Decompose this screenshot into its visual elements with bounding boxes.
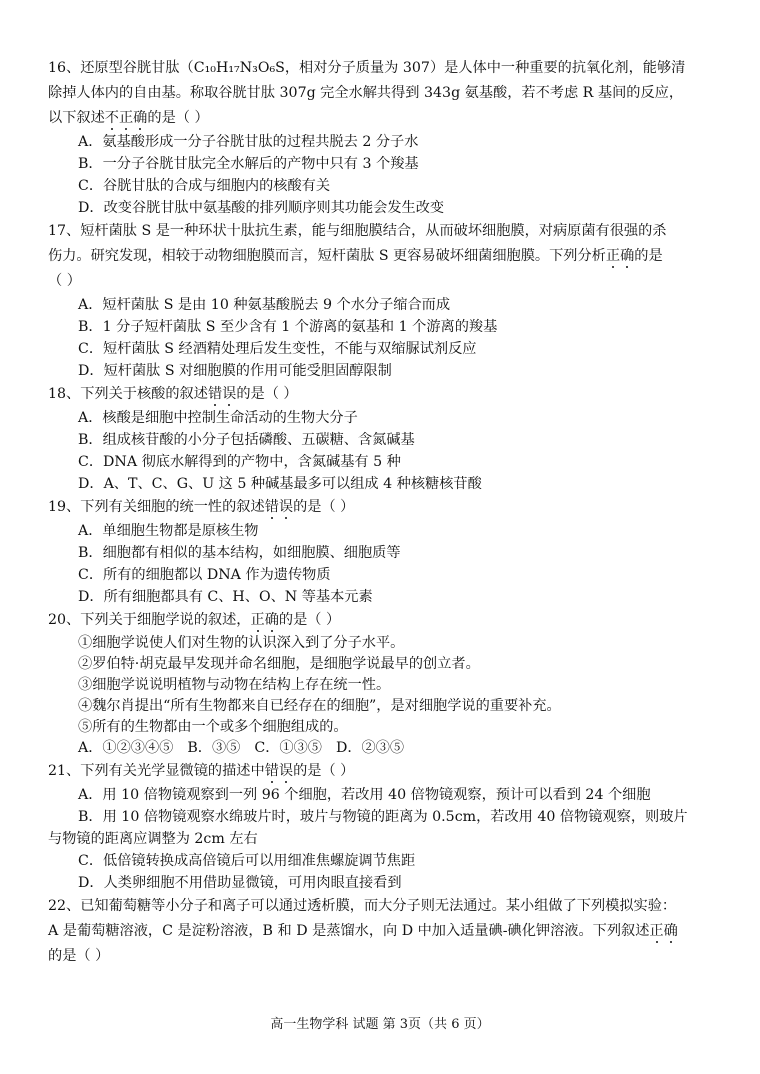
q17-stem-line-3: （ ） <box>48 273 81 289</box>
q20-choice-d: D．②③⑤ <box>335 740 405 756</box>
q22-stem-line-2 <box>48 919 718 944</box>
q17-stem-line-2 <box>48 244 718 269</box>
q19-stem <box>48 495 718 520</box>
q21-option-b: B．用 10 倍物镜观察水绵玻片时，玻片与物镜的距离为 0.5cm，若改用 40 倍物镜观察，则玻片 <box>78 809 688 825</box>
q18-option-c: C．DNA 彻底水解得到的产物中，含氮碱基有 5 种 <box>78 454 401 470</box>
emphasis-char: 正 <box>605 248 621 264</box>
emphasis-char: 确 <box>620 248 635 264</box>
q16-stem-blank: 的是（ ） <box>147 110 209 126</box>
q20-stem-text: 20、下列关于细胞学说的叙述， <box>48 612 251 628</box>
emphasis-char: 确 <box>663 923 678 939</box>
q22-stem-line-1: 22、已知葡萄糖等小分子和离子可以通过透析膜，而大分子则无法通过。某小组做了下列模拟实验： <box>48 898 677 914</box>
q20-choice-b: B．③⑤ <box>187 740 241 756</box>
q19-stem-text: 19、下列有关细胞的统一性的叙述 <box>48 499 265 515</box>
emphasis-char: 误 <box>222 386 237 402</box>
q19-emphasis-wrong <box>265 499 293 515</box>
q20-choices <box>78 738 718 759</box>
q17-stem-line-1: 17、短杆菌肽 S 是一种环状十肽抗生素，能与细胞膜结合，从而破坏细胞膜，对病原菌有很强的杀 <box>48 223 667 239</box>
exam-page <box>48 56 718 969</box>
q16-stem-text: 以下叙述 <box>48 110 105 126</box>
q20-choice-a: A．①②③④⑤ <box>78 740 174 756</box>
q18-stem-blank: 的是（ ） <box>236 386 298 402</box>
question-20 <box>48 608 718 759</box>
q22-stem-line-3: 的是（ ） <box>48 948 110 964</box>
q19-option-a: A．单细胞生物都是原核生物 <box>78 523 259 539</box>
q20-statement-4: ④魏尔肖提出“所有生物都来自已经存在的细胞”，是对细胞学说的重要补充。 <box>78 698 561 714</box>
q20-stem <box>48 608 718 633</box>
q21-stem <box>48 759 718 784</box>
q19-option-c: C．所有的细胞都以 DNA 作为遗传物质 <box>78 567 331 583</box>
question-17 <box>48 219 718 382</box>
q19-option-d: D．所有细胞都具有 C、H、O、N 等基本元素 <box>78 589 373 605</box>
q16-option-b: B．一分子谷胱甘肽完全水解后的产物中只有 3 个羧基 <box>78 156 419 172</box>
q20-stem-blank: 的是（ ） <box>278 612 341 628</box>
q22-stem-text: A 是葡萄糖溶液，C 是淀粉溶液，B 和 D 是蒸馏水，向 D 中加入适量碘-碘化钾溶液。下列叙述 <box>48 923 650 939</box>
emphasis-char: 错 <box>264 499 279 515</box>
emphasis-char: 误 <box>278 499 294 515</box>
q16-option-a: A．氨基酸形成一分子谷胱甘肽的过程共脱去 2 分子水 <box>78 134 419 150</box>
q18-emphasis-wrong <box>208 386 236 402</box>
q17-option-a: A．短杆菌肽 S 是由 10 种氨基酸脱去 9 个水分子缩合而成 <box>78 297 451 313</box>
q17-stem-tail: 的是 <box>634 248 663 264</box>
q17-emphasis-correct <box>606 248 634 264</box>
q22-emphasis-correct <box>649 923 677 939</box>
q21-option-d: D．人类卵细胞不用借助显微镜，可用肉眼直接看到 <box>78 875 402 891</box>
emphasis-char: 确 <box>133 110 148 126</box>
question-18 <box>48 382 718 495</box>
q21-option-c: C．低倍镜转换成高倍镜后可以用细准焦螺旋调节焦距 <box>78 853 416 869</box>
emphasis-char: 正 <box>250 612 265 628</box>
emphasis-char: 正 <box>649 923 664 939</box>
q21-option-a: A．用 10 倍物镜观察到一列 96 个细胞，若改用 40 倍物镜观察，预计可以看到 24 个细胞 <box>78 787 651 803</box>
emphasis-char: 正 <box>118 110 134 126</box>
q19-stem-blank: 的是（ ） <box>293 499 355 515</box>
q20-statement-5: ⑤所有的生物都由一个或多个细胞组成的。 <box>78 719 348 735</box>
q17-option-b: B．1 分子短杆菌肽 S 至少含有 1 个游离的氨基和 1 个游离的羧基 <box>78 319 498 335</box>
question-19 <box>48 495 718 608</box>
q16-stem-line-2: 除掉人体内的自由基。称取谷胱甘肽 307g 完全水解共得到 343g 氨基酸，若不考虑 R 基间的反应， <box>48 85 684 101</box>
emphasis-char: 误 <box>278 763 294 779</box>
emphasis-char: 确 <box>264 612 279 628</box>
q18-stem <box>48 382 718 407</box>
question-22 <box>48 894 718 969</box>
question-16 <box>48 56 718 219</box>
q18-stem-text: 18、下列关于核酸的叙述 <box>48 386 208 402</box>
q20-statement-3: ③细胞学说说明植物与动物在结构上存在统一性。 <box>78 677 391 693</box>
q18-option-d: D．A、T、C、G、U 这 5 种碱基最多可以组成 4 种核糖核苷酸 <box>78 476 482 492</box>
q20-emphasis-correct <box>251 612 279 628</box>
q17-stem-text: 伤力。研究发现，相较于动物细胞膜而言，短杆菌肽 S 更容易破坏细菌细胞膜。下列分析 <box>48 248 606 264</box>
q16-option-d: D．改变谷胱甘肽中氨基酸的排列顺序则其功能会发生改变 <box>78 200 445 216</box>
q18-option-a: A．核酸是细胞中控制生命活动的生物大分子 <box>78 410 358 426</box>
q19-option-b: B．细胞都有相似的基本结构，如细胞膜、细胞质等 <box>78 545 401 561</box>
q17-option-d: D．短杆菌肽 S 对细胞膜的作用可能受胆固醇限制 <box>78 363 392 379</box>
emphasis-char: 错 <box>207 386 223 402</box>
q21-emphasis-wrong <box>265 763 293 779</box>
page-footer: 高一生物学科 试题 第 3页（共 6 页） <box>270 1017 490 1032</box>
q18-option-b: B．组成核苷酸的小分子包括磷酸、五碳糖、含氮碱基 <box>78 432 415 448</box>
emphasis-char: 错 <box>264 763 279 779</box>
q16-stem-line-3 <box>48 106 718 131</box>
q17-option-c: C．短杆菌肽 S 经酒精处理后发生变性，不能与双缩脲试剂反应 <box>78 341 477 357</box>
q16-stem-line-1: 16、还原型谷胱甘肽（C₁₀H₁₇N₃O₆S，相对分子质量为 307）是人体中一种重要的抗氧化剂，能够清 <box>48 60 686 76</box>
q21-stem-text: 21、下列有关光学显微镜的描述中 <box>48 763 265 779</box>
q16-emphasis-not-correct <box>105 110 148 126</box>
q20-statement-2: ②罗伯特·胡克最早发现并命名细胞，是细胞学说最早的创立者。 <box>78 656 480 672</box>
q20-choice-c: C．①③⑤ <box>254 740 322 756</box>
q20-statement-1: ①细胞学说使人们对生物的认识深入到了分子水平。 <box>78 635 405 651</box>
question-21 <box>48 759 718 894</box>
q21-stem-blank: 的是（ ） <box>293 763 355 779</box>
q16-option-c: C．谷胱甘肽的合成与细胞内的核酸有关 <box>78 178 331 194</box>
q21-option-b-continued: 与物镜的距离应调整为 2cm 左右 <box>48 831 258 847</box>
emphasis-char: 不 <box>104 110 119 126</box>
